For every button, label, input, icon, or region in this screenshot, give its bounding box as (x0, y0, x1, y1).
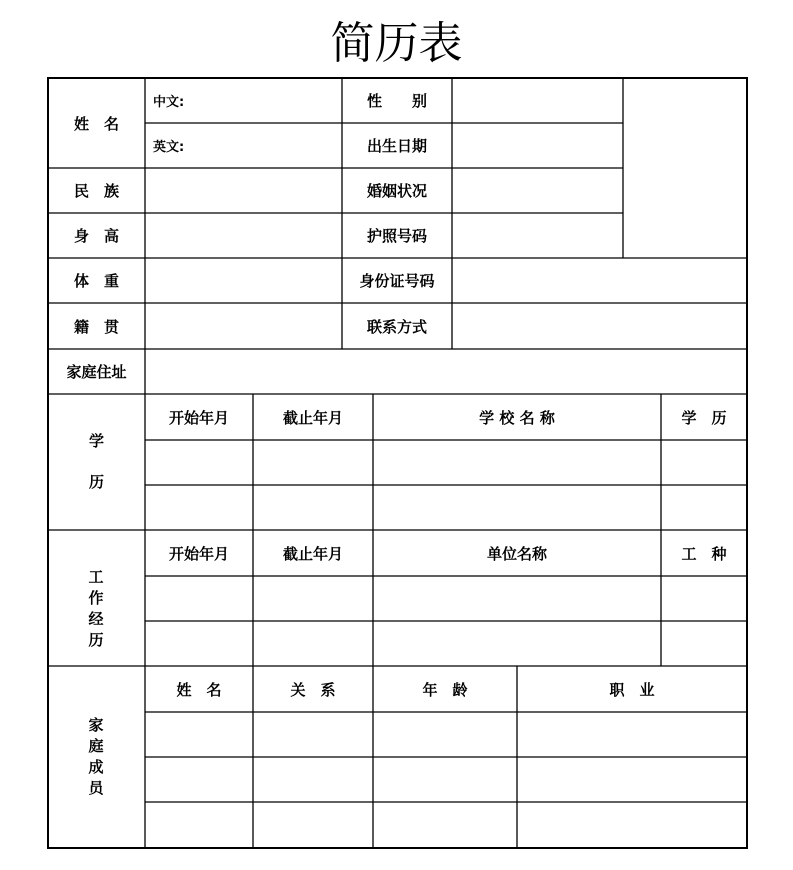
weight-label: 体 重 (73, 272, 119, 290)
education-section-label-top: 学 (88, 431, 104, 450)
page-title: 简历表 (330, 18, 463, 69)
name-label: 姓 名 (73, 114, 119, 133)
family-col-occupation: 职 业 (609, 680, 655, 699)
work-col-employer: 单位名称 (486, 544, 547, 563)
chinese-name-label: 中文: (153, 95, 185, 110)
address-label: 家庭住址 (66, 363, 127, 381)
work-col-end: 截止年月 (282, 544, 343, 563)
gender-label: 性 别 (366, 92, 427, 110)
id-number-label: 身份证号码 (359, 272, 435, 290)
edu-col-degree: 学 历 (681, 408, 727, 427)
work-section-label: 工作经历 (88, 568, 104, 649)
family-col-name: 姓 名 (176, 680, 222, 699)
work-col-job-type: 工 种 (681, 544, 727, 563)
education-section-label-bottom: 历 (88, 472, 104, 491)
marital-status-label: 婚姻状况 (366, 182, 427, 200)
birth-date-label: 出生日期 (366, 137, 427, 155)
family-col-relation: 关 系 (290, 680, 336, 699)
contact-label: 联系方式 (366, 317, 427, 336)
family-col-age: 年 龄 (422, 680, 468, 699)
height-label: 身 高 (73, 227, 119, 245)
ethnicity-label: 民 族 (73, 182, 119, 200)
edu-col-school: 学 校 名 称 (479, 408, 555, 427)
work-col-start: 开始年月 (168, 544, 229, 563)
edu-col-start: 开始年月 (168, 408, 229, 427)
family-section-label: 家庭成员 (88, 716, 104, 797)
english-name-label: 英文: (153, 140, 185, 155)
native-place-label: 籍 贯 (73, 317, 119, 336)
edu-col-end: 截止年月 (282, 408, 343, 427)
passport-label: 护照号码 (366, 227, 427, 245)
